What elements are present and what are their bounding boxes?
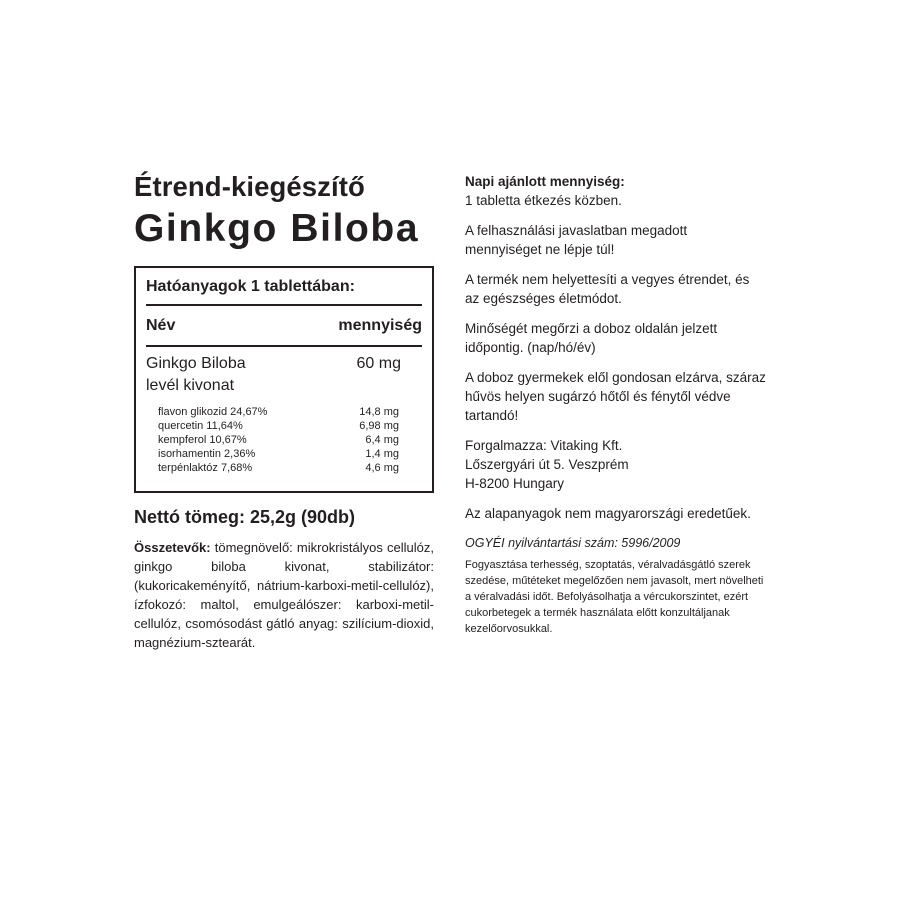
column-amount-header: mennyiség — [338, 317, 422, 334]
product-title: Ginkgo Biloba — [134, 207, 420, 250]
sub-ingredient-name: flavon glikozid 24,67% — [158, 406, 268, 418]
sub-ingredient-name: terpénlaktóz 7,68% — [158, 462, 253, 474]
sub-ingredient-list — [146, 405, 422, 475]
sub-ingredient-amount: 14,8 mg — [359, 406, 399, 418]
distributor-block — [465, 436, 767, 493]
main-ingredient-name — [146, 353, 246, 397]
distributor-city: H-8200 Hungary — [465, 476, 565, 491]
product-subtitle: Étrend-kiegészítő — [134, 171, 365, 202]
storage-note: A doboz gyermekek elől gondosan elzárva, száraz hűvös helyen sugárzó hőtől és fénytől védve tartandó! — [465, 370, 766, 423]
sub-ingredient-amount: 4,6 mg — [365, 462, 399, 474]
ingredients-text — [134, 538, 434, 652]
dose-limit-note: A felhasználási javaslatban megadott mennyiséget ne lépje túl! — [465, 223, 688, 257]
table-row — [158, 433, 422, 447]
table-row — [158, 447, 422, 461]
sub-ingredient-amount: 1,4 mg — [365, 448, 399, 460]
main-ingredient-amount: 60 mg — [356, 355, 401, 372]
dose-title: Napi ajánlott mennyiség: — [465, 174, 625, 189]
sub-ingredient-name: isorhamentin 2,36% — [158, 448, 256, 460]
table-row — [158, 461, 422, 475]
table-row — [158, 419, 422, 433]
main-ingredient-line2: levél kivonat — [146, 377, 235, 394]
origin-note: Az alapanyagok nem magyarországi eredetűek. — [465, 506, 751, 521]
sub-ingredient-name: quercetin 11,64% — [158, 420, 243, 432]
expiry-note: Minőségét megőrzi a doboz oldalán jelzett időpontig. (nap/hó/év) — [465, 321, 718, 355]
registration-number: OGYÉI nyilvántartási szám: 5996/2009 — [465, 536, 681, 550]
table-heading: Hatóanyagok 1 tablettában: — [146, 268, 422, 306]
dose-section — [465, 172, 767, 210]
ingredients-table — [134, 266, 434, 493]
net-weight: Nettó tömeg: 25,2g (90db) — [134, 507, 356, 527]
main-ingredient-line1: Ginkgo Biloba — [146, 355, 246, 372]
distributor-street: Lőszergyári út 5. Veszprém — [465, 457, 629, 472]
distributor-name: Forgalmazza: Vitaking Kft. — [465, 438, 623, 453]
ingredients-body: tömegnövelő: mikrokristályos cellulóz, ginkgo biloba kivonat, stabilizátor: (kukoricakeményítő, nátrium-karboxi-metil-cellulóz), ízfokozó: maltol, emulgeálószer: karboxi-metil-cellulóz, csomósodást gátló anyag: szilícium-dioxid, magnézium-sztearát. — [134, 540, 434, 650]
warning-text: Fogyasztása terhesség, szoptatás, véralvadásgátló szerek szedése, műtéteket megelőzően nem javasolt, mert növelheti a véralvadási időt. Befolyásolhatja a vércukorszintet, ezért cukorbetegek a termék használata előtt konzultáljanak kezelőorvosukkal. — [465, 559, 764, 635]
ingredients-label: Összetevők: — [134, 540, 211, 555]
sub-ingredient-amount: 6,4 mg — [365, 434, 399, 446]
table-row — [158, 405, 422, 419]
sub-ingredient-amount: 6,98 mg — [359, 420, 399, 432]
table-row-main — [146, 347, 422, 397]
right-column — [465, 172, 767, 637]
sub-ingredient-name: kempferol 10,67% — [158, 434, 247, 446]
column-name-header: Név — [146, 317, 176, 334]
table-column-headers — [146, 306, 422, 347]
diet-note: A termék nem helyettesíti a vegyes étrendet, és az egészséges életmódot. — [465, 272, 750, 306]
left-column — [134, 168, 434, 652]
dose-text: 1 tabletta étkezés közben. — [465, 193, 622, 208]
